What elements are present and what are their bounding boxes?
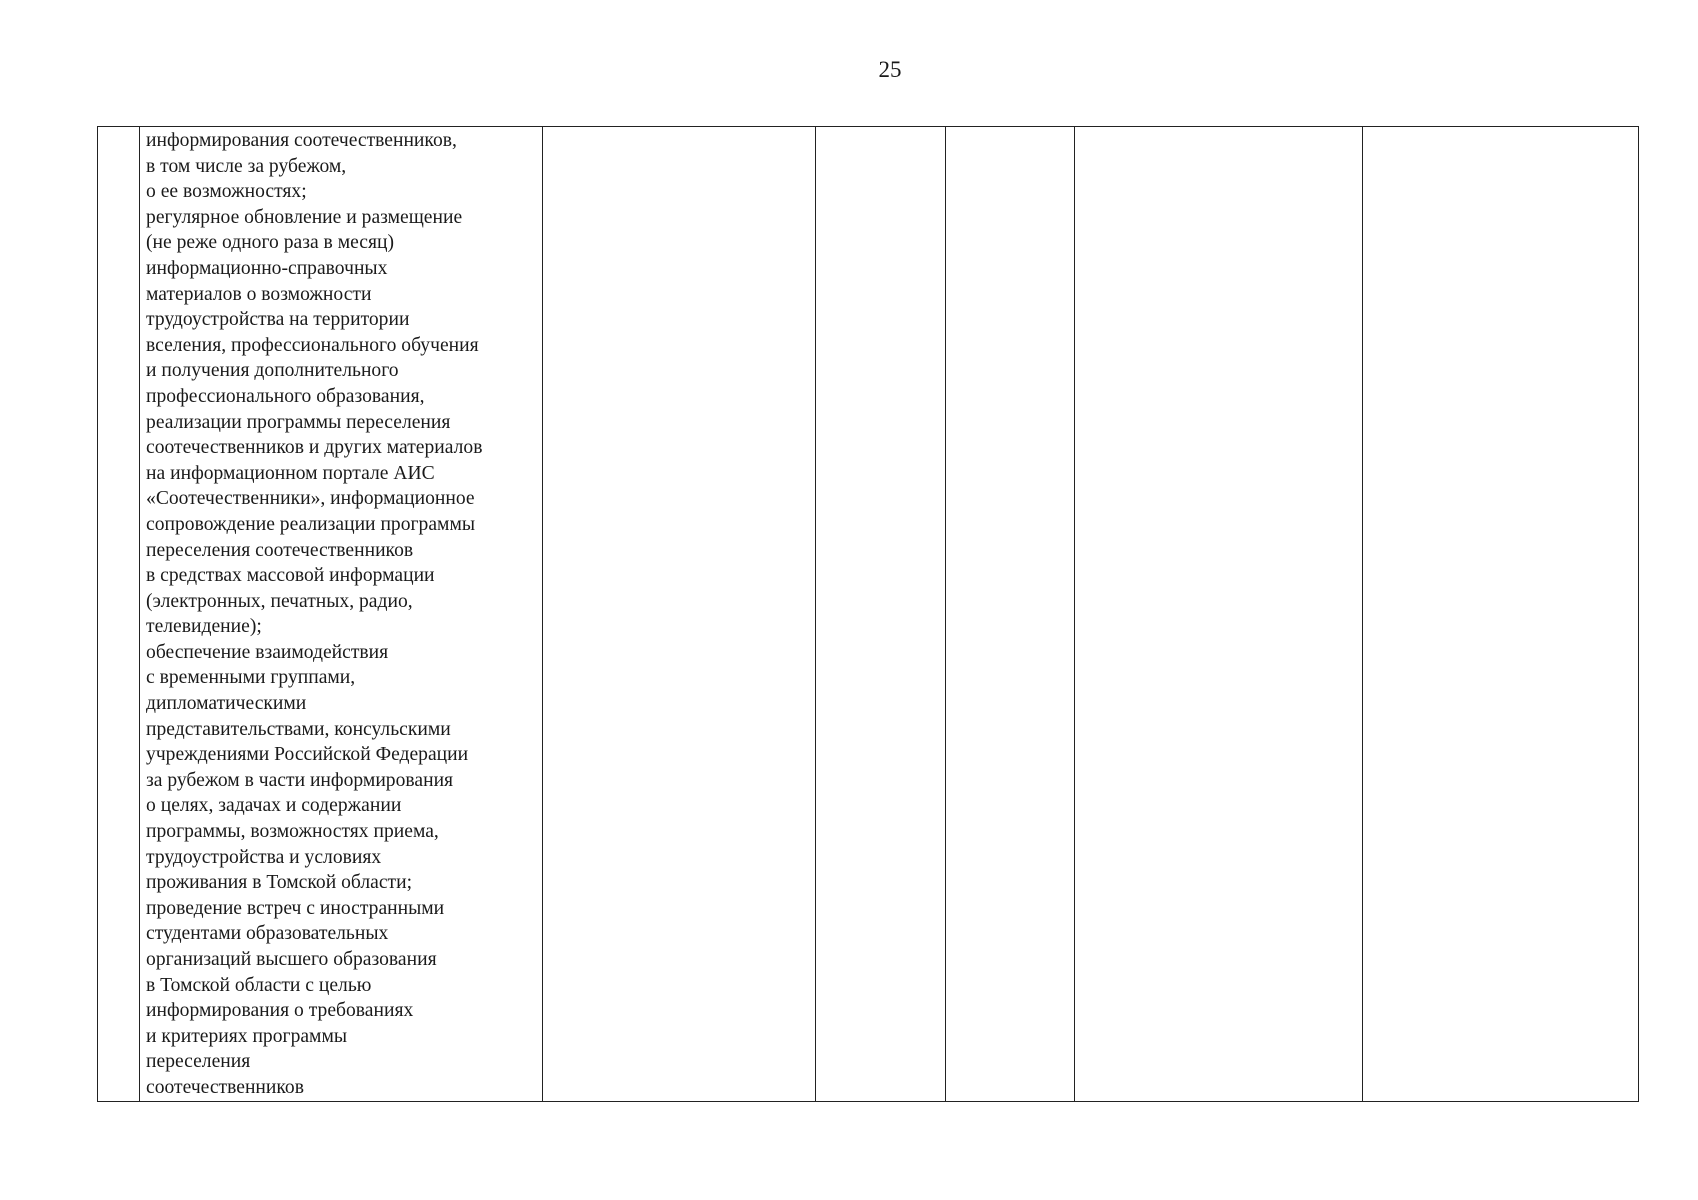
cell-text-line: (электронных, печатных, радио, [146,590,413,612]
table-cell [1074,127,1362,1102]
cell-text-line: информирования соотечественников, [146,130,457,151]
document-table [97,126,1639,1102]
cell-text-line: соотечественников и других материалов [146,437,483,459]
cell-text-line: в средствах массовой информации [146,565,435,587]
page-number: 25 [878,57,902,82]
table-row [98,127,1639,1102]
cell-text-line: трудоустройства на территории [146,309,410,331]
cell-text-line: регулярное обновление и размещение [146,206,463,228]
cell-text-line: обеспечение взаимодействия [146,641,389,663]
cell-text-line: профессионального образования, [146,385,425,407]
cell-text-line: в том числе за рубежом, [146,155,347,177]
cell-text-line: вселения, профессионального обучения [146,334,479,356]
table-cell-number [98,127,140,1102]
cell-text-line: сопровождение реализации программы [146,513,476,535]
table-cell [816,127,945,1102]
cell-text-line: и получения дополнительного [146,360,399,382]
cell-text-line: информирования о требованиях [146,1000,414,1022]
cell-text-line: за рубежом в части информирования [146,769,454,791]
cell-text-line: о целях, задачах и содержании [146,795,402,817]
cell-text-line: на информационном портале АИС [146,462,435,484]
table-cell [945,127,1074,1102]
cell-text-line: представительствами, консульскими [146,718,451,740]
table-cell [1362,127,1638,1102]
cell-text-line: учреждениями Российской Федерации [146,744,469,766]
cell-text-line: и критериях программы [146,1025,348,1047]
cell-text-line: соотечественников [146,1076,304,1098]
cell-text-line: в Томской области с целью [146,974,372,996]
cell-text-line: дипломатическими [146,693,307,715]
cell-text-line: проживания в Томской области; [146,872,413,894]
table-cell [543,127,816,1102]
cell-text-line: студентами образовательных [146,923,389,945]
cell-text-line: переселения соотечественников [146,539,414,561]
cell-text-line: о ее возможностях; [146,181,307,203]
cell-text-line: (не реже одного раза в месяц) [146,232,394,254]
cell-text-line: материалов о возможности [146,283,372,305]
cell-text-line: трудоустройства и условиях [146,846,382,868]
cell-text-line: «Соотечественники», информационное [146,488,475,510]
cell-text-line: программы, возможностях приема, [146,821,439,843]
cell-text-line: с временными группами, [146,667,356,689]
table-cell-description [140,127,543,1102]
cell-text-line: проведение встреч с иностранными [146,897,445,919]
cell-text-line: телевидение); [146,616,262,638]
cell-text-line: организаций высшего образования [146,949,437,970]
cell-text-line: информационно-справочных [146,257,388,279]
cell-description-text [140,127,542,1101]
cell-text-line: переселения [146,1051,251,1073]
cell-text-line: реализации программы переселения [146,411,451,433]
